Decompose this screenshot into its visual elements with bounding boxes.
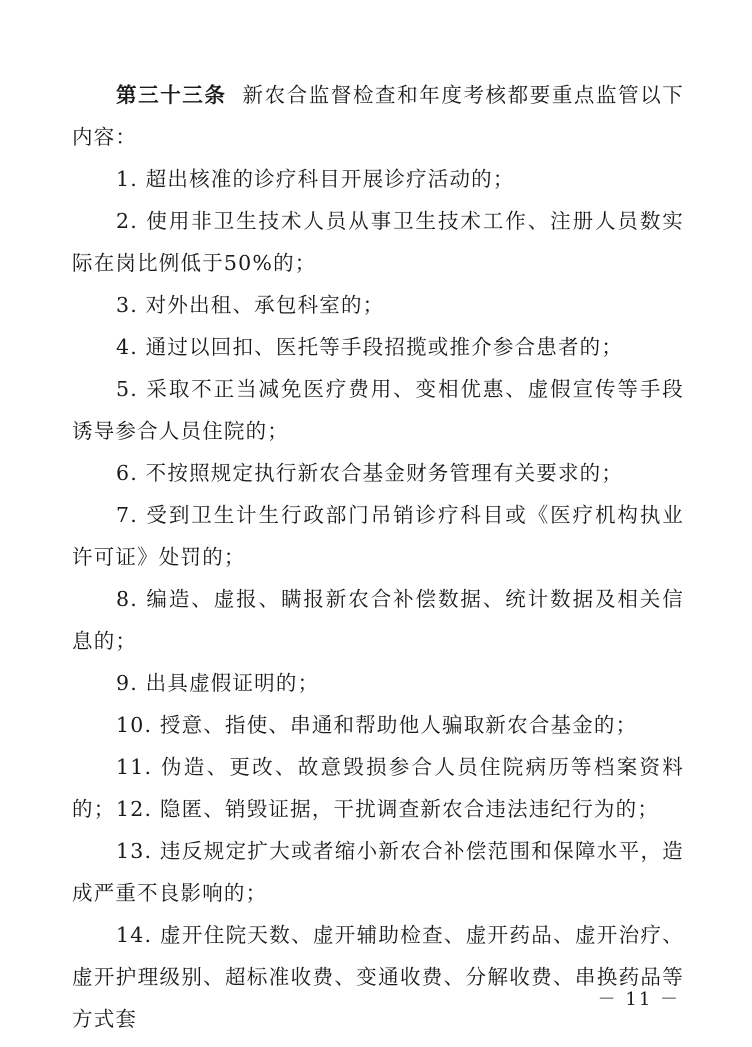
list-item: 9. 出具虚假证明的； [116,671,320,695]
list-item: 5. 采取不正当减免医疗费用、变相优惠、虚假宣传等手段诱导参合人员住院的； [72,377,684,443]
article-33-intro [72,74,684,158]
list-item: 8. 编造、虚报、瞒报新农合补偿数据、统计数据及相关信息的； [72,587,684,653]
list-item: 11. 伪造、更改、故意毁损参合人员住院病历等档案资料的； [72,755,684,821]
list-item: 3. 对外出租、承包科室的； [116,293,385,317]
list-item: 13. 违反规定扩大或者缩小新农合补偿范围和保障水平，造成严重不良影响的； [72,839,684,905]
article-intro-text: 新农合监督检查和年度考核都要重点监管以下内容： [72,83,685,149]
list-item: 1. 超出核准的诊疗科目开展诊疗活动的； [116,167,515,191]
list-item: 6. 不按照规定执行新农合基金财务管理有关要求的； [116,461,624,485]
list-item: 2. 使用非卫生技术人员从事卫生技术工作、注册人员数实际在岗比例低于50%的； [72,209,684,275]
page-number: － 11 － [597,989,680,1010]
list-item: 14. 虚开住院天数、虚开辅助检查、虚开药品、虚开治疗、虚开护理级别、超标准收费、变通收费、分解收费、串换药品等方式套 [72,923,684,1031]
list-item: 10. 授意、指使、串通和帮助他人骗取新农合基金的； [116,713,638,737]
list-item: 12. 隐匿、销毁证据，干扰调查新农合违法违纪行为的； [116,797,660,821]
list-item: 4. 通过以回扣、医托等手段招揽或推介参合患者的； [116,335,624,359]
article-heading: 第三十三条 [116,83,227,107]
list-item: 7. 受到卫生计生行政部门吊销诊疗科目或《医疗机构执业许可证》处罚的； [72,503,684,569]
